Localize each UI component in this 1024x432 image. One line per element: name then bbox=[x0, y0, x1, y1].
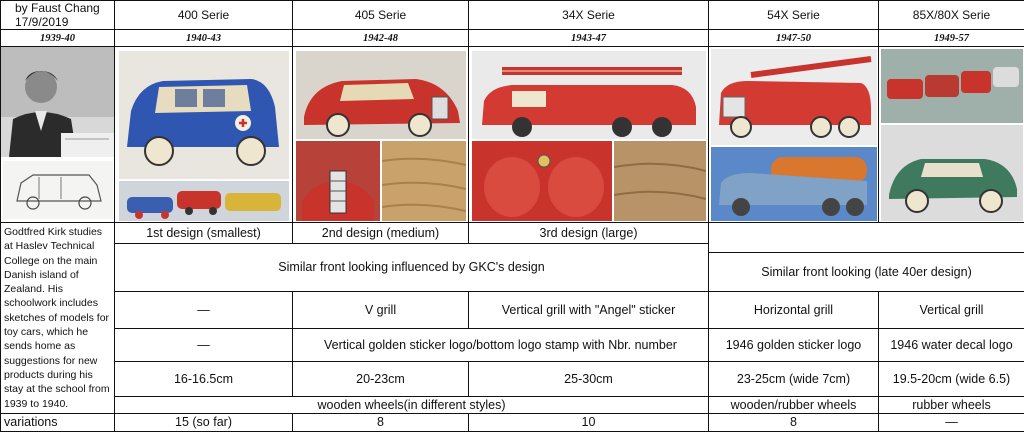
wheels-54x: wooden/rubber wheels bbox=[709, 396, 879, 413]
series-header-row bbox=[1, 1, 1024, 30]
front-look-gkc: Similar front looking influenced by GKC's design bbox=[115, 244, 709, 292]
logo-row bbox=[1, 328, 1024, 361]
car-sketch-drawing bbox=[3, 161, 113, 219]
design-400: 1st design (smallest) bbox=[115, 223, 293, 244]
year-85x: 1949-57 bbox=[879, 30, 1024, 47]
logo-85x: 1946 water decal logo bbox=[879, 328, 1024, 361]
series-405-header: 405 Serie bbox=[293, 1, 469, 30]
variations-405: 8 bbox=[293, 413, 469, 431]
year-34x: 1943-47 bbox=[469, 30, 709, 47]
author-credit: by Faust Chang 17/9/2019 bbox=[1, 1, 115, 30]
series-85x-photo-cell bbox=[879, 47, 1024, 223]
toy-cars-group-photo bbox=[119, 181, 289, 221]
wheels-row bbox=[1, 396, 1024, 413]
years-row bbox=[1, 30, 1024, 47]
wheels-400-34x: wooden wheels(in different styles) bbox=[115, 396, 709, 413]
grill-85x: Vertical grill bbox=[879, 291, 1024, 328]
design-405: 2nd design (medium) bbox=[293, 223, 469, 244]
godtfred-portrait-photo bbox=[1, 47, 115, 157]
red-car-front-grill-photo bbox=[296, 141, 380, 221]
series-400-photo-cell bbox=[115, 47, 293, 223]
grill-400: — bbox=[115, 291, 293, 328]
grill-34x: Vertical grill with "Angel" sticker bbox=[469, 291, 709, 328]
grill-row bbox=[1, 291, 1024, 328]
size-34x: 25-30cm bbox=[469, 361, 709, 396]
photos-row bbox=[1, 47, 1024, 223]
logo-405-34x: Vertical golden sticker logo/bottom logo stamp with Nbr. number bbox=[293, 328, 709, 361]
wheels-85x: rubber wheels bbox=[879, 396, 1024, 413]
series-405-photo-cell bbox=[293, 47, 469, 223]
variations-85x: — bbox=[879, 413, 1024, 431]
wood-detail-photo bbox=[614, 141, 706, 221]
small-cars-row-photo bbox=[881, 49, 1023, 123]
wood-base-photo bbox=[382, 141, 466, 221]
series-54x-header: 54X Serie bbox=[709, 1, 879, 30]
variations-54x: 8 bbox=[709, 413, 879, 431]
blue-tanker-truck-toy-photo bbox=[711, 147, 877, 221]
size-54x: 23-25cm (wide 7cm) bbox=[709, 361, 879, 396]
variations-row bbox=[1, 413, 1024, 431]
series-400-header: 400 Serie bbox=[115, 1, 293, 30]
grill-54x: Horizontal grill bbox=[709, 291, 879, 328]
variations-34x: 10 bbox=[469, 413, 709, 431]
size-row bbox=[1, 361, 1024, 396]
design-blank-54x-85x bbox=[709, 223, 1024, 253]
red-toy-closeup-photo bbox=[472, 141, 612, 221]
size-85x: 19.5-20cm (wide 6.5) bbox=[879, 361, 1024, 396]
green-car-toy-photo bbox=[881, 125, 1023, 221]
front-look-late-40s: Similar front looking (late 40er design) bbox=[709, 252, 1024, 291]
blue-ambulance-toy-photo bbox=[119, 51, 289, 179]
logo-54x: 1946 golden sticker logo bbox=[709, 328, 879, 361]
series-54x-photo-cell bbox=[709, 47, 879, 223]
year-sketches: 1939-40 bbox=[1, 30, 115, 47]
series-34x-header: 34X Serie bbox=[469, 1, 709, 30]
design-34x: 3rd design (large) bbox=[469, 223, 709, 244]
red-ladder-truck-toy-photo bbox=[711, 49, 877, 145]
variations-label: variations bbox=[1, 413, 115, 431]
size-400: 16-16.5cm bbox=[115, 361, 293, 396]
design-row bbox=[1, 223, 1024, 244]
godtfred-bio-text: Godtfred Kirk studies at Haslev Technical College on the main Danish island of Zealand. His schoolwork includes sketches of models for toy cars, which he sends home as suggestions for new products during his stay at the school from 1939 to 1940. bbox=[1, 223, 115, 414]
variations-400: 15 (so far) bbox=[115, 413, 293, 431]
series-85x-header: 85X/80X Serie bbox=[879, 1, 1024, 30]
year-405: 1942-48 bbox=[293, 30, 469, 47]
godtfred-photo-cell bbox=[1, 47, 115, 223]
year-54x: 1947-50 bbox=[709, 30, 879, 47]
logo-400: — bbox=[115, 328, 293, 361]
size-405: 20-23cm bbox=[293, 361, 469, 396]
series-34x-photo-cell bbox=[469, 47, 709, 223]
year-400: 1940-43 bbox=[115, 30, 293, 47]
grill-405: V grill bbox=[293, 291, 469, 328]
red-car-toy-photo bbox=[296, 51, 466, 139]
red-fire-truck-toy-photo bbox=[472, 51, 706, 139]
